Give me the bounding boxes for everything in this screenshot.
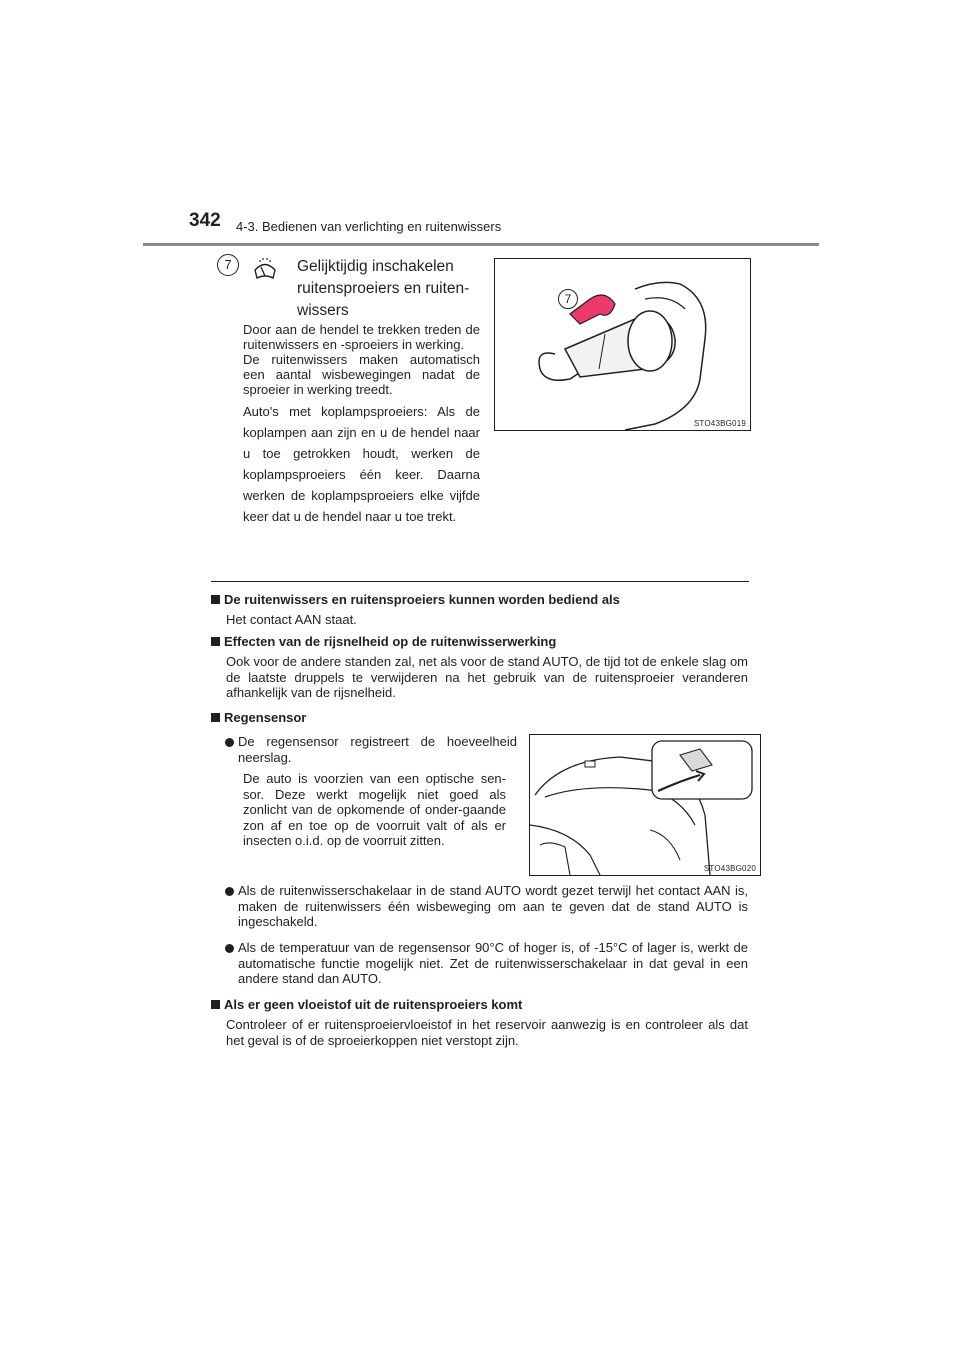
- rain-sensor-figure: [529, 734, 761, 876]
- step-number-badge: 7: [217, 254, 239, 276]
- bullet-text: Als de ruitenwisserschakelaar in de stand AUTO wordt gezet terwijl het contact AAN is, maken de ruitenwissers één wisbeweging om aan te geven dat de stand AUTO is ingeschakeld.: [238, 883, 748, 929]
- bullet-text: De regensensor registreert de hoeveelheid neerslag.: [238, 734, 517, 765]
- feature-body: [243, 322, 480, 527]
- bullet-text: Als de temperatuur van de regensensor 90°C of hoger is, of -15°C of lager is, werkt de automatische functie mogelijk niet. Zet de ruitenwisserschakelaar in dat geval in een andere stand dan AUTO.: [238, 940, 748, 986]
- bullet-item: [211, 940, 748, 987]
- section-divider: [211, 581, 749, 582]
- figure-callout: 7: [558, 289, 578, 309]
- figure-code: STO43BG019: [693, 419, 746, 428]
- feature-body-2: De ruitenwissers maken automatisch een aantal wisbewegingen nadat de sproeier in werking treedt.: [243, 352, 480, 397]
- note-text: Controleer of er ruitensproeiervloeistof in het reservoir aanwezig is en controleer als dat het geval is of de sproeierkoppen niet verstopt zijn.: [226, 1017, 748, 1048]
- note-heading-text: Regensensor: [224, 710, 307, 725]
- header-rule: [143, 243, 819, 246]
- feature-body-3: Auto's met koplampsproeiers: Als de koplampen aan zijn en u de hendel naar u toe getrokken houdt, werken de koplampsproeiers één keer. Daarna werken de koplampsproeiers elke vijfde keer dat u de hendel naar u toe trekt.: [243, 404, 480, 524]
- square-bullet-icon: [211, 1000, 220, 1009]
- bullet-subtext: De auto is voorzien van een optische sen-sor. Deze werkt mogelijk niet goed als zonlicht van de opkomende of onder-gaande zon af en toe op de voorruit valt of als er insecten o.i.d. op de voorruit zitten.: [243, 771, 506, 848]
- bullet-item: [211, 883, 748, 930]
- round-bullet-icon: [225, 887, 234, 896]
- note-text: Ook voor de andere standen zal, net als voor de stand AUTO, de tijd tot de enkele slag om de laatste druppels te verwijderen na het gebruik van de ruitensproeier veranderen afhankelijk van de rijsnelheid.: [226, 654, 748, 700]
- note-heading-speed: [211, 634, 556, 649]
- bullet-item: [211, 734, 517, 765]
- figure-code: STO43BG020: [703, 864, 756, 873]
- feature-heading: Gelijktijdig inschakelen ruitensproeiers en ruiten-wissers: [297, 258, 470, 319]
- note-text: Het contact AAN staat.: [226, 612, 357, 627]
- wiper-lever-illustration: [495, 259, 750, 430]
- note-heading-text: De ruitenwissers en ruitensproeiers kunnen worden bediend als: [224, 592, 620, 607]
- windshield-washer-icon: [252, 256, 278, 285]
- note-heading-no-fluid: [211, 997, 522, 1012]
- page-number: 342: [189, 210, 221, 231]
- square-bullet-icon: [211, 637, 220, 646]
- note-heading-text: Als er geen vloeistof uit de ruitensproeiers komt: [224, 997, 523, 1012]
- section-title: 4-3. Bedienen van verlichting en ruitenwissers: [236, 219, 502, 234]
- round-bullet-icon: [225, 944, 234, 953]
- note-heading-text: Effecten van de rijsnelheid op de ruitenwisserwerking: [224, 634, 557, 649]
- square-bullet-icon: [211, 713, 220, 722]
- note-heading-operation: [211, 592, 620, 607]
- feature-body-1: Door aan de hendel te trekken treden de ruitenwissers en -sproeiers in werking.: [243, 322, 480, 352]
- wiper-lever-figure: [494, 258, 751, 431]
- round-bullet-icon: [225, 738, 234, 747]
- rain-sensor-illustration: [530, 735, 760, 875]
- note-heading-rain-sensor: [211, 710, 306, 725]
- square-bullet-icon: [211, 595, 220, 604]
